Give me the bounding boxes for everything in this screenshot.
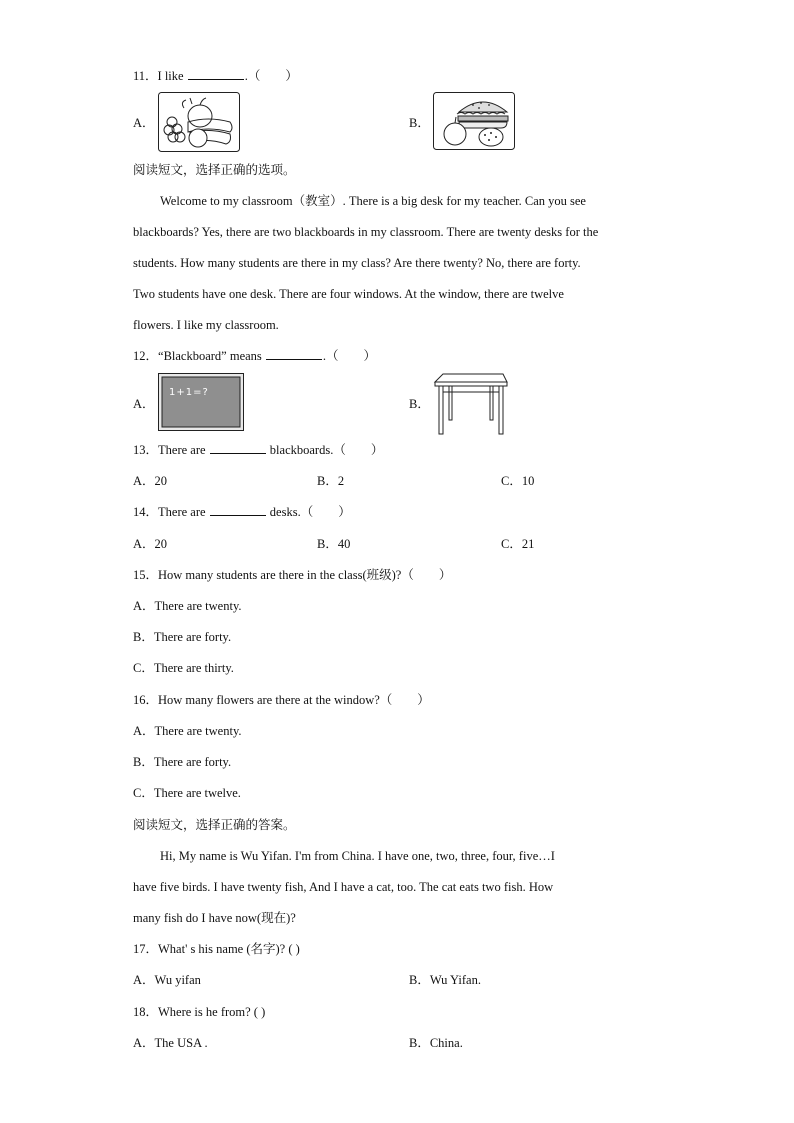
question-12 — [133, 347, 376, 365]
option-b-label: B． — [409, 116, 430, 130]
option-b: B．There are forty. — [133, 630, 232, 644]
hamburger-and-fruit-picture — [433, 92, 515, 150]
option-c: C．There are thirty. — [133, 661, 234, 675]
section-instruction-1: 阅读短文，选择正确的选项。 — [133, 162, 296, 177]
option-b: B．40 — [317, 537, 351, 551]
question-text: “Blackboard” means — [158, 349, 262, 363]
reading-passage-1 — [133, 192, 673, 342]
passage-line: Two students have one desk. There are four windows. At the window, there are twelve — [133, 287, 564, 301]
question-18: 18．Where is he from? ( ) — [133, 1005, 266, 1019]
question-17: 17．What' s his name (名字)? ( ) — [133, 942, 300, 956]
option-a: A．There are twenty. — [133, 599, 242, 613]
question-11 — [133, 67, 298, 85]
option-b-label: B． — [409, 397, 430, 411]
answer-blank — [210, 442, 266, 454]
question-number: 13． — [133, 443, 159, 457]
option-c: C．There are twelve. — [133, 786, 241, 800]
option-b: B．2 — [317, 474, 345, 488]
question-14 — [133, 503, 351, 521]
option-c: C．10 — [501, 474, 535, 488]
option-b: B．China. — [409, 1036, 463, 1050]
question-text-end: blackboards.（ ） — [269, 443, 384, 457]
option-a: A．20 — [133, 474, 168, 488]
option-a: A．The USA . — [133, 1036, 208, 1050]
blackboard-text: 1+1=? — [169, 387, 209, 398]
question-text-end: .（ ） — [322, 349, 377, 363]
question-text: There are — [158, 505, 206, 519]
reading-passage-2 — [133, 847, 673, 937]
option-a-label: A． — [133, 116, 155, 130]
blackboard-picture — [158, 373, 244, 431]
question-number: 11． — [133, 69, 158, 83]
option-c: C．21 — [501, 537, 535, 551]
option-a: A．Wu yifan — [133, 973, 201, 987]
question-text: I like — [157, 69, 184, 83]
passage-line: blackboards? Yes, there are two blackboards in my classroom. There are twenty desks for the — [133, 225, 599, 239]
option-b: B．There are forty. — [133, 755, 232, 769]
desk-picture — [433, 372, 509, 436]
question-16: 16．How many flowers are there at the window?（ ） — [133, 693, 430, 707]
answer-blank — [188, 68, 244, 80]
fruit-picture — [158, 92, 240, 152]
passage-line: flowers. I like my classroom. — [133, 318, 279, 332]
passage-line: Welcome to my classroom（教室）. There is a big desk for my teacher. Can you see — [160, 194, 586, 208]
answer-blank — [266, 348, 322, 360]
answer-blank — [210, 504, 266, 516]
option-a: A．There are twenty. — [133, 724, 242, 738]
option-a-label: A． — [133, 397, 155, 411]
question-13 — [133, 441, 383, 459]
question-15: 15．How many students are there in the class(班级)?（ ） — [133, 568, 452, 582]
option-a: A．20 — [133, 537, 168, 551]
question-number: 14． — [133, 505, 159, 519]
passage-line: many fish do I have now(现在)? — [133, 911, 296, 925]
option-b: B．Wu Yifan. — [409, 973, 481, 987]
question-number: 12． — [133, 349, 159, 363]
passage-line: have five birds. I have twenty fish, And I have a cat, too. The cat eats two fish. How — [133, 880, 554, 894]
section-instruction-2: 阅读短文，选择正确的答案。 — [133, 817, 296, 832]
passage-line: students. How many students are there in my class? Are there twenty? No, there are forty. — [133, 256, 581, 270]
question-text-end: desks.（ ） — [269, 505, 351, 519]
question-text: There are — [158, 443, 206, 457]
passage-line: Hi, My name is Wu Yifan. I'm from China. I have one, two, three, four, five…I — [160, 849, 555, 863]
question-text-end: .（ ） — [244, 69, 298, 83]
